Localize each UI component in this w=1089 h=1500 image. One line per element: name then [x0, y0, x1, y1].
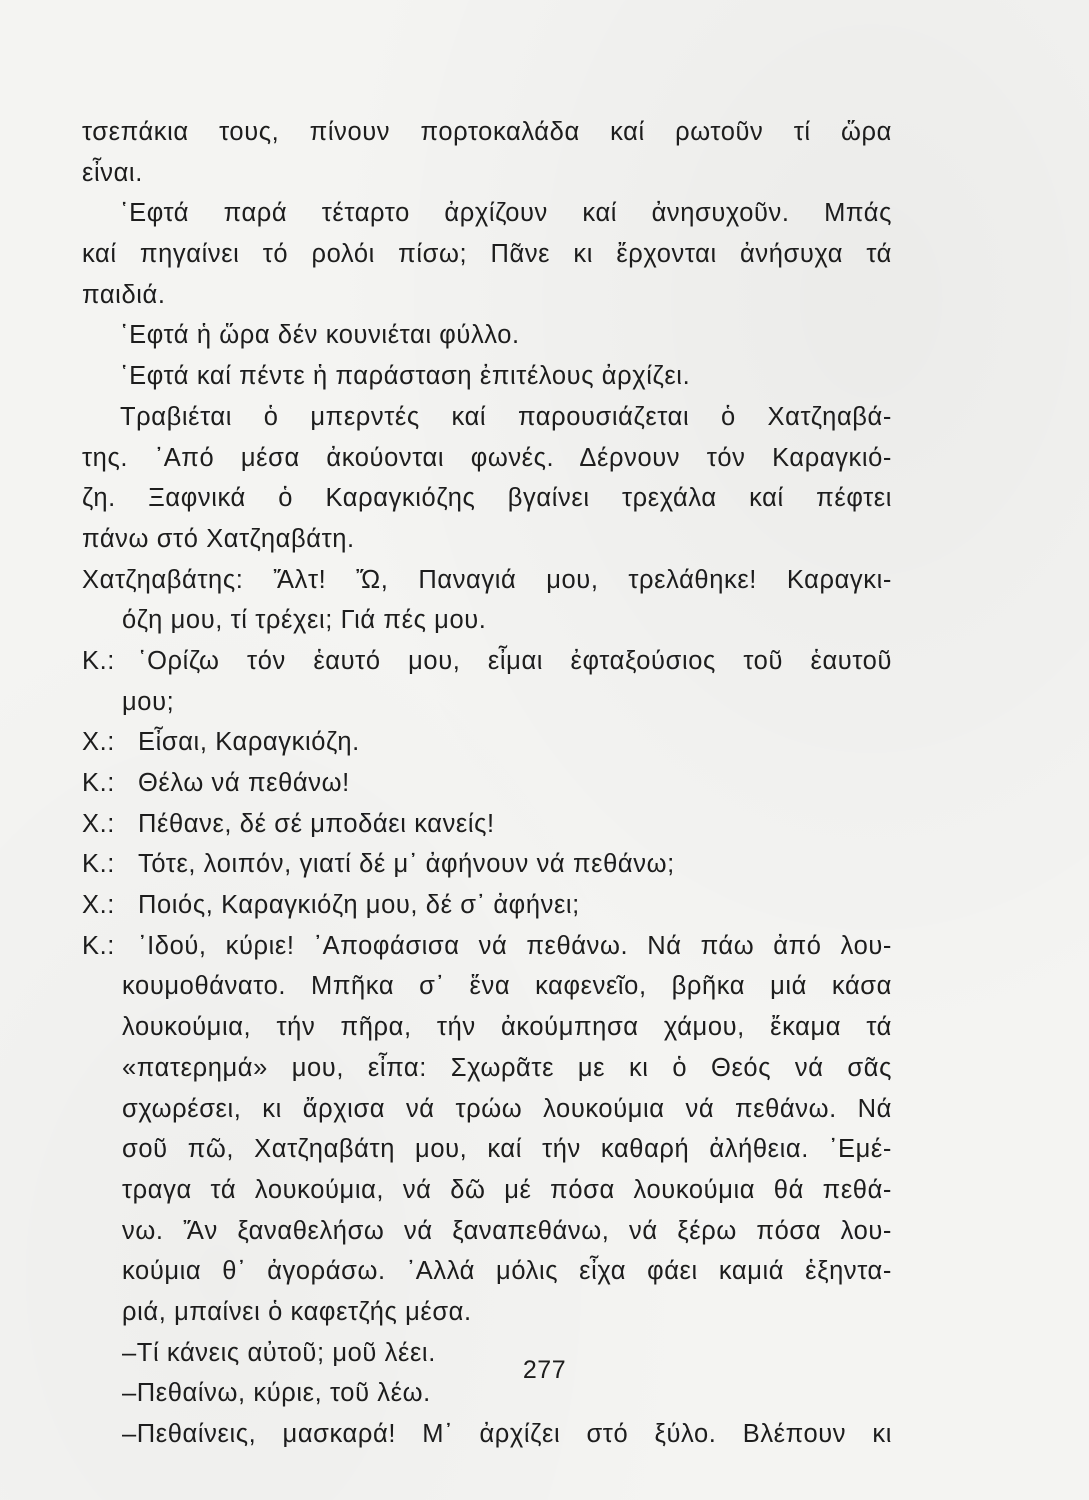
dialogue-line [82, 844, 892, 885]
text-line: ῾Εφτά ἡ ὥρα δέν κουνιέται φύλλο. [120, 321, 520, 350]
speaker-label: Κ.: [82, 646, 115, 675]
text-line: «πατερημά» μου, εἶπα: Σχωρᾶτε με κι ὁ Θεός νά σᾶς [122, 1053, 892, 1082]
text-line: εἶναι. [82, 158, 143, 187]
text-line: ριά, μπαίνει ὁ καφετζής μέσα. [122, 1297, 472, 1326]
dialogue-line [82, 763, 892, 804]
dialogue-line [82, 641, 892, 682]
text-line: μου; [122, 687, 175, 716]
text-line: Τραβιέται ὁ μπερντές καί παρουσιάζεται ὁ Χατζηαβά- [120, 402, 892, 431]
dialogue-text: Θέλω νά πεθάνω! [138, 769, 350, 797]
text-line: τραγα τά λουκούμια, νά δῶ μέ πόσα λουκούμια θά πεθά- [122, 1175, 892, 1204]
text-line: κουμοθάνατο. Μπῆκα σ᾿ ἕνα καφενεῖο, βρῆκα μιά κάσα [122, 972, 892, 1001]
speaker-label: Χ.: [82, 728, 115, 757]
text-line: ζη. Ξαφνικά ὁ Καραγκιόζης βγαίνει τρεχάλα καί πέφτει [82, 484, 892, 513]
text-line: νω. Ἄν ξαναθελήσω νά ξαναπεθάνω, νά ξέρω πόσα λου- [122, 1216, 892, 1245]
text-line: κούμια θ᾿ ἀγοράσω. ᾿Αλλά μόλις εἶχα φάει καμιά ἑξηντα- [122, 1257, 892, 1286]
dialogue-text: ᾿Ιδού, κύριε! ᾿Αποφάσισα νά πεθάνω. Νά πάω ἀπό λου- [138, 931, 892, 960]
page-number: 277 [522, 1356, 567, 1384]
dialogue-text: Τότε, λοιπόν, γιατί δέ μ᾿ ἀφήνουν νά πεθάνω; [138, 850, 675, 879]
dialogue-line [82, 926, 892, 967]
page-text [82, 112, 892, 1455]
dialogue-line [82, 722, 892, 763]
speaker-label: Χ.: [82, 891, 115, 920]
text-line: λουκούμια, τήν πῆρα, τήν ἀκούμπησα χάμου, ἔκαμα τά [122, 1013, 892, 1042]
speaker-label: Χ.: [82, 809, 115, 838]
text-line: πάνω στό Χατζηαβάτη. [82, 524, 355, 553]
text-line: καί πηγαίνει τό ρολόι πίσω; Πᾶνε κι ἔρχονται ἀνήσυχα τά [82, 240, 892, 269]
dialogue-line [82, 804, 892, 845]
text-line: –Τί κάνεις αὐτοῦ; μοῦ λέει. [122, 1338, 436, 1367]
text-line: παιδιά. [82, 280, 166, 309]
speaker-label: Κ.: [82, 850, 115, 879]
text-line: όζη μου, τί τρέχει; Γιά πές μου. [122, 606, 487, 635]
dialogue-text: Ποιός, Καραγκιόζη μου, δέ σ᾿ ἀφήνει; [138, 891, 580, 920]
text-line: –Πεθαίνω, κύριε, τοῦ λέω. [122, 1379, 431, 1408]
text-line: ῾Εφτά καί πέντε ἡ παράσταση ἐπιτέλους ἀρχίζει. [120, 362, 691, 391]
dialogue-line [82, 885, 892, 926]
text-line: Χατζηαβάτης: Ἄλτ! Ὤ, Παναγιά μου, τρελάθηκε! Καραγκι- [82, 565, 892, 594]
text-line: της. ᾿Από μέσα ἀκούονται φωνές. Δέρνουν τόν Καραγκιό- [82, 443, 892, 472]
text-line: ῾Εφτά παρά τέταρτο ἀρχίζουν καί ἀνησυχοῦν. Μπάς [120, 199, 892, 228]
text-line: –Πεθαίνεις, μασκαρά! Μ᾿ ἀρχίζει στό ξύλο. Βλέπουν κι [122, 1420, 892, 1448]
text-line: σχωρέσει, κι ἄρχισα νά τρώω λουκούμια νά πεθάνω. Νά [122, 1094, 892, 1123]
dialogue-text: Εἶσαι, Καραγκιόζη. [138, 728, 360, 757]
dialogue-text: Πέθανε, δέ σέ μποδάει κανείς! [138, 809, 495, 838]
speaker-label: Κ.: [82, 769, 115, 797]
speaker-label: Κ.: [82, 931, 115, 960]
text-line: τσεπάκια τους, πίνουν πορτοκαλάδα καί ρωτοῦν τί ὥρα [82, 118, 892, 146]
text-line: σοῦ πῶ, Χατζηαβάτη μου, καί τήν καθαρή ἀλήθεια. ᾿Εμέ- [122, 1135, 892, 1164]
dialogue-text: ῾Ορίζω τόν ἑαυτό μου, εἶμαι ἐφταξούσιος τοῦ ἑαυτοῦ [138, 646, 892, 675]
